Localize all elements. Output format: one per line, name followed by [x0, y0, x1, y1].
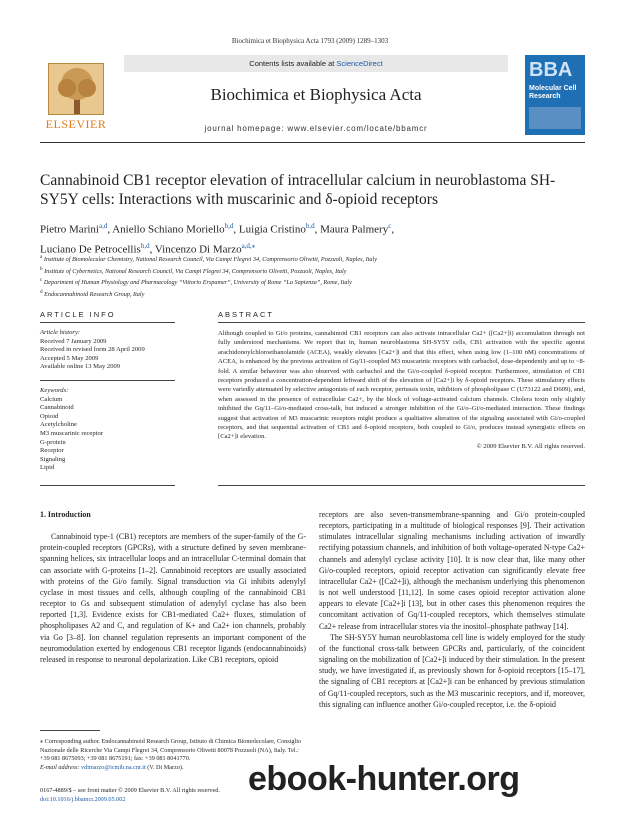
- abstract: [218, 322, 585, 451]
- masthead-divider: [40, 142, 585, 143]
- footnote-mark: ⁎: [40, 738, 44, 745]
- author-name: Vincenzo Di Marzo: [154, 243, 242, 256]
- watermark: ebook-hunter.org: [248, 760, 520, 798]
- keyword: Receptor: [40, 447, 64, 455]
- info-bottom-rule: [40, 485, 175, 486]
- elsevier-tree-icon: [48, 63, 104, 115]
- article-info: [40, 322, 175, 481]
- keyword: Acetylcholine: [40, 421, 77, 429]
- affiliation-text: Institute of Biomolecular Chemistry, National Research Council, Via Campi Flegrei 34, Comprensorio Olivetti, Pozzuoli, Naples, Italy: [43, 256, 377, 264]
- running-head: Biochimica et Biophysica Acta 1793 (2009) 1289–1303: [231, 37, 389, 45]
- keyword: Cannabinoid: [40, 404, 74, 412]
- journal-cover-image: [525, 55, 585, 135]
- affiliation-mark: c: [40, 277, 43, 284]
- history-item: Available online 13 May 2009: [40, 363, 121, 371]
- email-suffix: (V. Di Marzo).: [145, 763, 184, 771]
- author-affiliation-mark[interactable]: c: [388, 222, 392, 230]
- affiliation-item: [40, 288, 585, 300]
- author-separator: ,: [149, 243, 155, 256]
- author-name: Maura Palmery: [320, 223, 389, 236]
- email-label: E-mail address:: [40, 763, 80, 771]
- keywords: [40, 380, 175, 473]
- abstract-text: Although coupled to Gi/o proteins, cannabinoid CB1 receptors can also activate intracellular Ca2+ ([Ca2+]i) accumulation through not fully understood mechanisms. We report that in, human neuroblastoma SH-SY5Y cells, CB1 activation with the specific agonist arachidonoylchloroethanolamide (ACEA), weakly elevates [Ca2+]i and that this effect, when using low (1–100 nM) concentrations of ACEA, is enhanced by the previous activation of Gq/11-coupled M3 muscarinic receptors with carbachol, dose-dependently and up to ~8-fold. A similar behaviour was also observed with carbachol and the Gi/o-coupled δ-opioid receptor. Furthermore, stimulation of CB1 receptors produced a concentration-dependent leftward shift of the elevation of [Ca2+]i by δ-opioid receptors. These stimulatory effects were variedly attenuated by selective antagonists of each receptor, pertussis toxin, inhibitors of phospholipase C (U73122 and D609), and, when assessed in the presence of extracellular Ca2+, by the block of voltage-activated calcium channels. Cholera toxin only slightly inhibited the Gq/11–Gi/o-mediated cross-talk, but induced a stronger inhibition of the Gi/o–Gi/o-mediated interaction. These findings suggest that activation of M3 muscarinic receptors might produce a qualitative alteration of the signaling associated with Gi/o-coupled receptors, and that sequential activation of CB1 and δ-opioid receptors, both coupled to Gi/o, produces instead synergistic effects on [Ca2+]i elevation.: [218, 330, 585, 441]
- cover-artwork: [529, 107, 581, 129]
- elsevier-logo: [40, 63, 112, 133]
- journal-masthead: [40, 55, 585, 137]
- cover-logo: BBA: [529, 59, 573, 81]
- journal-homepage[interactable]: journal homepage: www.elsevier.com/locate/bbamcr: [204, 124, 428, 133]
- author-separator: ,: [233, 223, 239, 236]
- author-name: Aniello Schiano Moriello: [112, 223, 225, 236]
- keyword: Signaling: [40, 455, 66, 463]
- author-separator: ,: [391, 223, 395, 236]
- keyword: Lipid: [40, 464, 55, 472]
- history-item: Received 7 January 2009: [40, 337, 107, 345]
- doi-link[interactable]: doi:10.1016/j.bbamcr.2009.05.002: [40, 795, 126, 803]
- affiliation-item: [40, 253, 585, 265]
- footnote-rule: [40, 730, 100, 731]
- contents-prefix: Contents lists available at: [249, 59, 337, 68]
- body-column-right: [319, 509, 585, 710]
- affiliation-mark: d: [40, 288, 43, 295]
- keyword: Opioid: [40, 412, 59, 420]
- copyright-line: © 2009 Elsevier B.V. All rights reserved.: [476, 442, 585, 450]
- abstract-heading: ABSTRACT: [218, 310, 275, 319]
- journal-name: Biochimica et Biophysica Acta: [210, 85, 422, 104]
- abstract-bottom-rule: [218, 485, 585, 486]
- footnote-text: Corresponding author. Endocannabinoid Research Group, Istituto di Chimica Biomolecolare, Consiglio Nazionale delle Ricerche Via Campi Flegrei 34, Comprensorio Olivetti 80078 Pozzuoli (NA), Italy. Tel.: +39 081 8675093; +39 081 8675191; fax: +39 081 8041770.: [40, 738, 302, 763]
- section-heading: 1. Introduction: [40, 510, 91, 519]
- front-matter-line: 0167-4889/$ – see front matter © 2009 Elsevier B.V. All rights reserved.: [40, 787, 220, 794]
- affiliation-mark: b: [40, 265, 43, 272]
- author-affiliation-mark[interactable]: a,d,⁎: [241, 241, 256, 250]
- contents-bar: [124, 55, 508, 72]
- keyword: Calcium: [40, 395, 63, 403]
- affiliation-item: [40, 276, 585, 288]
- author-list: [40, 218, 585, 257]
- body-paragraph: The SH-SY5Y human neuroblastoma cell line is widely employed for the study of the functional cross-talk between GPCRs and, particularly, of the coincident signaling on the mobilization of [Ca2+]i induced by their stimulation. In the present study, we have investigated if, as previously shown for δ-opioid receptors [15–17], the signaling of CB1 receptors at [Ca2+]i can be enhanced by previous stimulation of Gq/11-coupled receptors, such as the M3 muscarinic receptors, and if, moreover, this signaling can influence another Gi/o-coupled receptor, i.e. the δ-opioid: [319, 632, 585, 709]
- body-paragraph: receptors are also seven-transmembrane-spanning and Gi/o protein-coupled receptors, participating in a multitude of biological responses [9]. Their activation stimulates intracellular signaling mechanisms including activation of inwardly rectifying potassium channels, and inhibition of both voltage-operated N-type Ca2+ channels and adenylyl cyclase activity [10]. It is now clear that, like many other Gi/o-coupled receptors, opioid receptor activation can significantly elevate free intracellular Ca2+ ([Ca2+]i), although the mechanism underlying this phenomenon is not well understood [11,12]. In some cases opioid receptor activation alone appears to elevate [Ca2+]i [13], but in other cases this phenomenon requires the concomitant activation of Gq/11-coupled receptors, which themselves stimulate Ca2+ release from intracellular stores via the inositol–phosphate pathway [14].: [319, 510, 585, 631]
- affiliation-text: Endocannabinoid Research Group, Italy: [44, 290, 145, 298]
- affiliation-list: [40, 253, 585, 299]
- history-label: Article history:: [40, 329, 81, 336]
- email-link[interactable]: vdimarzo@icmib.na.cnr.it: [81, 763, 146, 771]
- affiliation-text: Institute of Cybernetics, National Research Council, Via Campi Flegrei 34, Comprensorio Olivetti, Pozzuoli, Naples, Italy: [44, 267, 347, 275]
- author-affiliation-mark[interactable]: a,d: [98, 222, 108, 230]
- author-affiliation-mark[interactable]: b,d: [305, 222, 315, 230]
- article-title: Cannabinoid CB1 receptor elevation of intracellular calcium in neuroblastoma SH-SY5Y cells: Interactions with muscarinic and δ-opioid receptors: [40, 172, 556, 208]
- author-affiliation-mark[interactable]: b,d: [140, 241, 150, 250]
- article-history: [40, 329, 175, 372]
- affiliation-item: [40, 265, 585, 277]
- author-name: Luigia Cristino: [238, 223, 306, 236]
- elsevier-wordmark: ELSEVIER: [45, 117, 107, 131]
- cover-subtitle: Molecular Cell Research: [529, 85, 577, 100]
- author-affiliation-mark[interactable]: b,d: [224, 222, 234, 230]
- sciencedirect-link[interactable]: ScienceDirect: [336, 59, 383, 68]
- keywords-label: Keywords:: [40, 386, 69, 394]
- article-info-heading: ARTICLE INFO: [40, 310, 116, 319]
- masthead-center: [124, 55, 508, 137]
- info-top-rule: [40, 322, 175, 323]
- abstract-top-rule: [218, 322, 585, 323]
- affiliation-text: Department of Human Physiology and Pharmacology “Vittorio Erspamer”, University of Rome “La Sapienza”, Rome, Italy: [43, 279, 352, 287]
- keyword: G-protein: [40, 438, 66, 446]
- affiliation-mark: a: [40, 254, 43, 260]
- author-separator: ,: [314, 223, 321, 236]
- history-item: Accepted 5 May 2009: [40, 354, 99, 362]
- author-separator: ,: [107, 223, 113, 236]
- body-paragraph: Cannabinoid type-1 (CB1) receptors are members of the super-family of the G-protein-coupled receptors (GPCRs), with a structure defined by seven membrane-spanning helices, six intracellular loops and an intracellular C-terminal domain that can associate with G-proteins [1–2]. Cannabinoid receptors are usually associated with proteins of the Gi/o family. Signal transduction via Gi inhibits adenylyl cyclase in most tissues and cells, although coupling of the cannabinoid CB1 receptor to Gs and subsequent stimulation of adenylyl cyclase has also been reported [1,3]. Evidence exists for CB1-mediated Ca2+ fluxes, stimulation of phospholipases A2 and C, and regulation of K+ and Ca2+ ion channels, probably via Go [3–8]. Ion channel regulation represents an important component of the neuromodulation exerted by endogenous CB1 receptor ligands (endocannabinoids) released in response to neuronal depolarization. Like CB1 receptors, opioid: [40, 532, 306, 664]
- author-name: Pietro Marini: [40, 223, 99, 236]
- body-column-left: [40, 509, 306, 665]
- keyword: M3 muscarinic receptor: [40, 429, 103, 437]
- history-item: Received in revised form 28 April 2009: [40, 346, 145, 354]
- author-name: Luciano De Petrocellis: [40, 243, 141, 256]
